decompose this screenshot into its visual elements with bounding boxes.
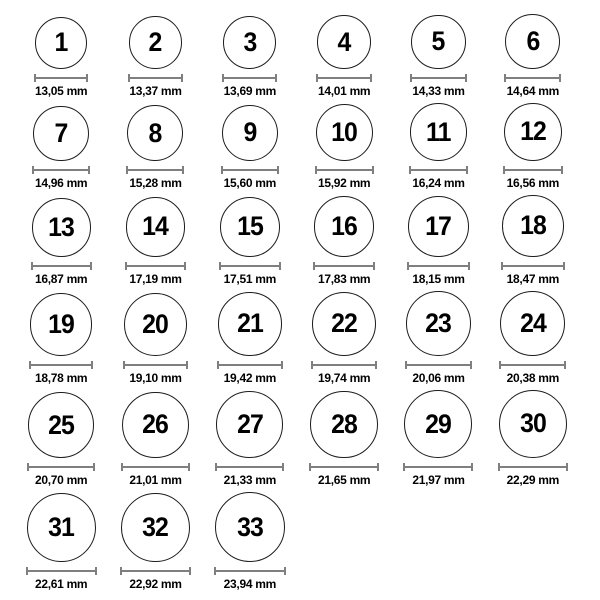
ring-size-cell [391, 103, 485, 190]
ring-size-number: 4 [337, 26, 351, 57]
diameter-bracket-line [217, 466, 282, 468]
ring-size-number: 10 [331, 117, 358, 148]
ring-size-cell [14, 17, 108, 99]
diameter-label: 20,38 mm [506, 370, 559, 385]
diameter-bracket [125, 262, 186, 270]
ring-size-cell [108, 105, 202, 191]
ring-size-number: 15 [236, 211, 263, 242]
diameter-bracket-line [219, 364, 280, 366]
diameter-bracket-line [411, 169, 467, 171]
diameter-bracket [121, 463, 189, 471]
ring-circle [33, 106, 88, 161]
ring-size-cell [203, 492, 297, 592]
diameter-bracket-line [318, 77, 370, 79]
diameter-bracket [405, 361, 472, 369]
ring-size-number: 6 [526, 25, 540, 56]
ring-circle [502, 195, 564, 257]
ring-size-number: 3 [243, 26, 257, 57]
ring-size-cell [391, 390, 485, 488]
diameter-label: 17,83 mm [318, 271, 371, 286]
diameter-label: 13,37 mm [129, 83, 182, 98]
diameter-bracket [26, 567, 97, 575]
ring-size-number: 16 [331, 210, 358, 241]
diameter-bracket [120, 567, 192, 575]
diameter-bracket [128, 74, 183, 82]
ring-size-number: 18 [519, 210, 546, 241]
ring-size-cell [486, 390, 580, 488]
ring-circle [30, 293, 92, 355]
diameter-label: 19,10 mm [129, 370, 182, 385]
ring-size-cell [108, 392, 202, 488]
diameter-bracket [27, 463, 95, 471]
diameter-bracket [219, 262, 281, 270]
ring-size-number: 2 [149, 27, 162, 58]
diameter-bracket [316, 74, 372, 82]
diameter-bracket [31, 262, 92, 270]
ring-circle [222, 105, 279, 162]
diameter-bracket [34, 74, 88, 82]
diameter-bracket [409, 166, 469, 174]
diameter-label: 20,06 mm [412, 370, 465, 385]
diameter-bracket-line [505, 169, 561, 171]
ring-circle [312, 292, 376, 356]
diameter-label: 13,05 mm [35, 83, 88, 98]
diameter-bracket-line [28, 570, 95, 572]
ring-circle [124, 293, 187, 356]
diameter-bracket [501, 262, 565, 270]
diameter-bracket [222, 74, 277, 82]
ring-circle [220, 197, 280, 257]
ring-size-cell [203, 391, 297, 488]
ring-size-cell [486, 103, 580, 191]
diameter-label: 23,94 mm [223, 577, 276, 592]
ring-size-cell [108, 493, 202, 592]
ring-size-number: 11 [426, 116, 451, 147]
diameter-label: 21,01 mm [129, 473, 182, 488]
diameter-bracket-line [31, 364, 91, 366]
ring-size-number: 21 [236, 308, 263, 339]
diameter-bracket-line [216, 570, 284, 572]
diameter-bracket [309, 463, 378, 471]
diameter-label: 21,65 mm [318, 473, 371, 488]
ring-circle [410, 103, 468, 161]
diameter-label: 14,01 mm [318, 83, 371, 98]
ring-size-cell [297, 196, 391, 286]
ring-circle [411, 15, 465, 69]
diameter-bracket-line [34, 169, 87, 171]
diameter-bracket-line [224, 77, 275, 79]
diameter-bracket-line [311, 466, 376, 468]
diameter-bracket [407, 262, 470, 270]
diameter-bracket [214, 567, 286, 575]
diameter-bracket-line [409, 265, 468, 267]
diameter-bracket-line [317, 169, 372, 171]
ring-size-number: 5 [432, 26, 445, 57]
ring-size-cell [203, 16, 297, 99]
diameter-bracket [499, 361, 566, 369]
ring-size-number: 29 [425, 408, 452, 439]
chart-row [14, 103, 580, 191]
diameter-label: 17,51 mm [223, 271, 276, 286]
diameter-bracket-line [221, 265, 279, 267]
diameter-label: 22,92 mm [129, 577, 182, 592]
ring-size-number: 32 [142, 511, 169, 542]
diameter-bracket-line [33, 265, 90, 267]
ring-size-number: 25 [48, 409, 75, 440]
ring-size-number: 24 [519, 307, 546, 338]
ring-size-cell [297, 292, 391, 386]
ring-size-cell [14, 106, 108, 191]
ring-size-number: 23 [425, 307, 452, 338]
ring-size-number: 12 [519, 116, 546, 147]
ring-circle [223, 16, 276, 69]
ring-size-cell [14, 493, 108, 592]
chart-row [14, 14, 580, 99]
diameter-label: 14,96 mm [35, 176, 88, 191]
diameter-bracket-line [500, 466, 567, 468]
ring-circle [215, 492, 285, 562]
ring-size-cell [14, 293, 108, 385]
diameter-bracket-line [130, 77, 181, 79]
ring-size-number: 20 [142, 308, 169, 339]
diameter-label: 18,47 mm [506, 271, 559, 286]
ring-circle [504, 103, 562, 161]
diameter-label: 17,19 mm [129, 271, 182, 286]
ring-circle [314, 196, 375, 257]
diameter-label: 15,92 mm [318, 176, 371, 191]
diameter-bracket [123, 361, 188, 369]
diameter-label: 16,87 mm [35, 271, 88, 286]
diameter-label: 22,29 mm [506, 473, 559, 488]
ring-size-cell [391, 196, 485, 287]
diameter-label: 20,70 mm [35, 473, 88, 488]
diameter-label: 14,64 mm [506, 83, 559, 98]
diameter-bracket [313, 262, 376, 270]
ring-size-number: 14 [142, 211, 169, 242]
diameter-bracket [498, 463, 569, 471]
ring-circle [505, 14, 560, 69]
diameter-bracket [29, 361, 93, 369]
ring-circle [32, 198, 91, 257]
ring-circle [126, 197, 185, 256]
ring-size-number: 8 [149, 117, 162, 148]
ring-size-cell [14, 198, 108, 287]
diameter-bracket-line [501, 364, 564, 366]
ring-size-number: 17 [425, 210, 452, 241]
diameter-bracket-line [223, 169, 278, 171]
ring-size-number: 22 [331, 308, 358, 339]
diameter-label: 19,74 mm [318, 370, 371, 385]
ring-circle [499, 390, 568, 459]
diameter-bracket-line [407, 364, 470, 366]
ring-size-number: 26 [142, 409, 169, 440]
diameter-label: 15,60 mm [223, 176, 276, 191]
ring-circle [28, 392, 94, 458]
diameter-bracket-line [36, 77, 86, 79]
diameter-bracket [215, 463, 284, 471]
ring-circle [218, 292, 281, 355]
diameter-bracket [503, 166, 563, 174]
chart-row [14, 492, 580, 592]
ring-circle [127, 105, 183, 161]
ring-size-cell [297, 104, 391, 191]
diameter-bracket [221, 166, 280, 174]
ring-circle [500, 291, 565, 356]
chart-row [14, 390, 580, 488]
ring-size-cell [203, 197, 297, 287]
diameter-label: 18,15 mm [412, 271, 465, 286]
diameter-bracket-line [122, 570, 190, 572]
diameter-bracket-line [313, 364, 375, 366]
diameter-bracket-line [29, 466, 93, 468]
ring-size-number: 9 [243, 117, 257, 148]
diameter-bracket [126, 166, 184, 174]
diameter-label: 14,33 mm [412, 83, 465, 98]
ring-circle [316, 104, 373, 161]
ring-size-number: 13 [48, 211, 75, 242]
ring-circle [406, 291, 471, 356]
diameter-bracket [410, 74, 466, 82]
ring-size-cell [297, 15, 391, 98]
diameter-label: 21,33 mm [223, 473, 276, 488]
diameter-bracket [32, 166, 89, 174]
ring-size-number: 19 [48, 309, 75, 340]
diameter-bracket-line [128, 169, 182, 171]
ring-circle [122, 392, 188, 458]
diameter-bracket [403, 463, 473, 471]
diameter-label: 21,97 mm [412, 473, 465, 488]
diameter-bracket-line [127, 265, 184, 267]
ring-size-cell [203, 292, 297, 385]
diameter-label: 22,61 mm [35, 577, 88, 592]
diameter-label: 15,28 mm [129, 176, 182, 191]
diameter-label: 18,78 mm [35, 370, 88, 385]
ring-circle [121, 493, 191, 563]
diameter-bracket-line [412, 77, 464, 79]
ring-size-cell [108, 197, 202, 286]
ring-size-number: 1 [54, 27, 68, 58]
ring-size-number: 27 [236, 409, 263, 440]
ring-size-cell [203, 105, 297, 191]
diameter-bracket-line [503, 265, 563, 267]
diameter-label: 16,56 mm [506, 176, 559, 191]
diameter-label: 16,24 mm [412, 176, 465, 191]
diameter-bracket-line [405, 466, 471, 468]
ring-size-number: 30 [519, 408, 546, 439]
ring-size-cell [486, 14, 580, 99]
diameter-bracket-line [125, 364, 186, 366]
diameter-label: 13,69 mm [223, 83, 276, 98]
ring-size-cell [391, 15, 485, 99]
ring-circle [408, 196, 469, 257]
chart-row [14, 195, 580, 286]
diameter-bracket-line [315, 265, 374, 267]
ring-size-cell [297, 391, 391, 488]
ring-circle [35, 17, 87, 69]
ring-size-number: 28 [331, 408, 358, 439]
diameter-bracket [315, 166, 374, 174]
ring-size-number: 33 [236, 511, 263, 542]
ring-size-cell [391, 291, 485, 385]
ring-circle [216, 391, 283, 458]
diameter-label: 19,42 mm [223, 370, 276, 385]
diameter-bracket [311, 361, 377, 369]
ring-circle [27, 493, 96, 562]
diameter-bracket [217, 361, 282, 369]
ring-circle [129, 16, 182, 69]
diameter-bracket [504, 74, 561, 82]
diameter-bracket-line [123, 466, 187, 468]
diameter-bracket-line [506, 77, 559, 79]
ring-size-number: 7 [54, 117, 68, 148]
ring-circle [317, 15, 371, 69]
ring-circle [404, 390, 472, 458]
ring-circle [310, 391, 377, 458]
ring-size-cell [14, 392, 108, 487]
ring-size-cell [108, 293, 202, 386]
ring-size-number: 31 [48, 512, 75, 543]
ring-size-cell [486, 195, 580, 286]
ring-size-cell [108, 16, 202, 98]
chart-row [14, 291, 580, 386]
ring-size-cell [486, 291, 580, 386]
